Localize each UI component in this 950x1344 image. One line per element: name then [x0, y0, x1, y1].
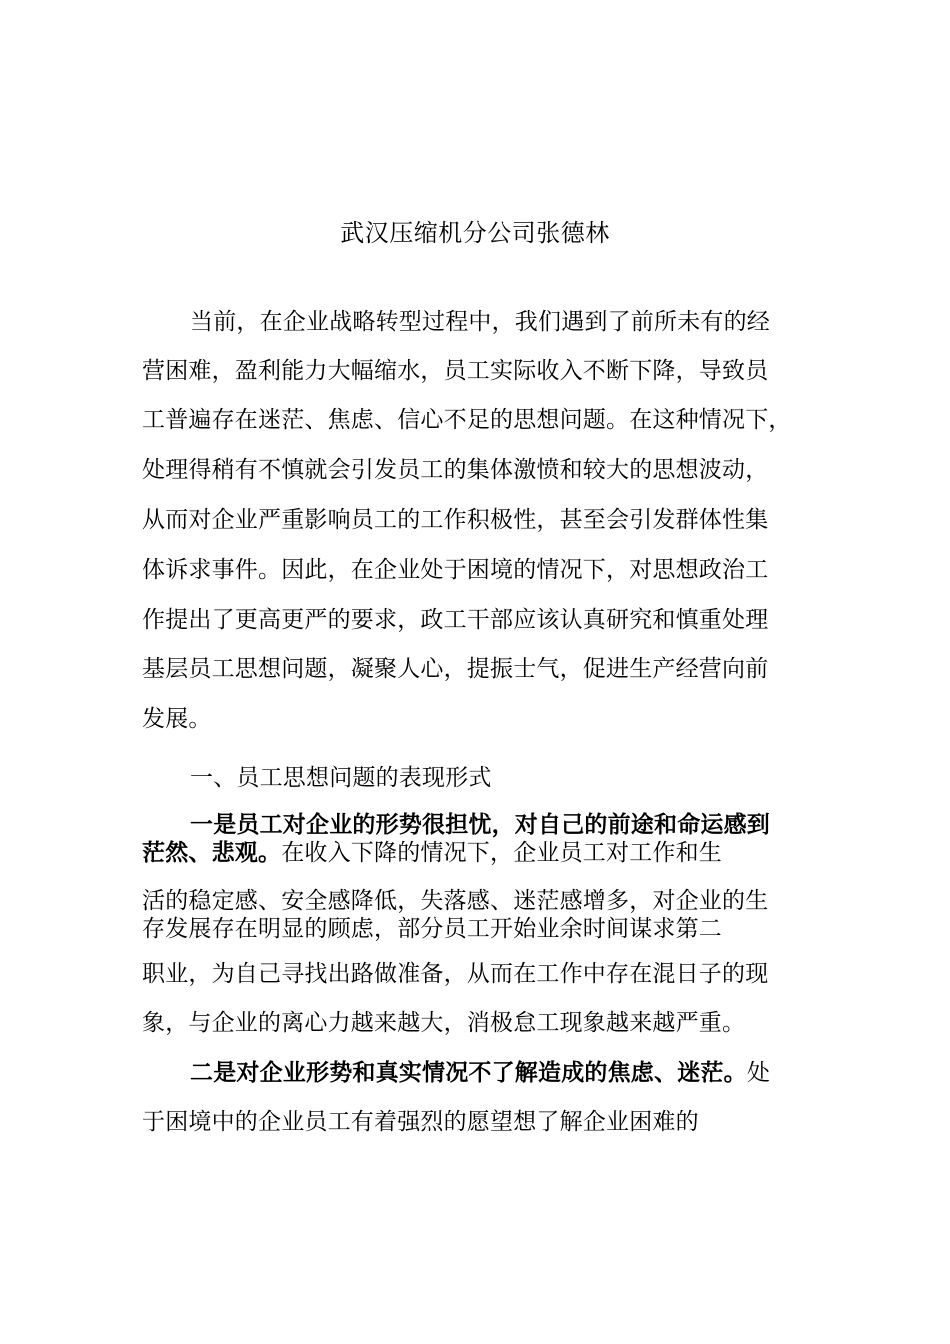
paragraph-line: 处理得稍有不慎就会引发员工的集体激愤和较大的思想波动， — [142, 457, 769, 483]
paragraph-line: 于困境中的企业员工有着强烈的愿望想了解企业困难的 — [142, 1109, 699, 1135]
point-line — [190, 1056, 770, 1090]
point-line — [142, 836, 722, 870]
section-heading: 一、员工思想问题的表现形式 — [190, 765, 492, 791]
author-line: 武汉压缩机分公司张德林 — [340, 219, 610, 247]
paragraph-line: 存发展存在明显的顾虑，部分员工开始业余时间谋求第二 — [142, 916, 722, 942]
point-heading-bold: 一是员工对企业的形势很担忧，对自己的前途和命运感到 — [190, 812, 770, 838]
paragraph-line: 体诉求事件。因此，在企业处于困境的情况下，对思想政治工 — [142, 557, 769, 583]
paragraph-line: 从而对企业严重影响员工的工作积极性，甚至会引发群体性集 — [142, 507, 769, 533]
point-text: 在收入下降的情况下，企业员工对工作和生 — [281, 840, 723, 866]
paragraph-line: 作提出了更高更严的要求，政工干部应该认真研究和慎重处理 — [142, 607, 769, 633]
paragraph-line: 基层员工思想问题，凝聚人心，提振士气，促进生产经营向前 — [142, 656, 769, 682]
point-heading-bold: 茫然、悲观。 — [142, 840, 282, 866]
paragraph-line: 发展。 — [142, 706, 212, 732]
paragraph-line: 营困难，盈利能力大幅缩水，员工实际收入不断下降，导致员 — [142, 358, 769, 384]
paragraph-line: 工普遍存在迷茫、焦虑、信心不足的思想问题。在这种情况下， — [142, 407, 792, 433]
paragraph-line: 活的稳定感、安全感降低，失落感、迷茫感增多，对企业的生 — [142, 888, 769, 914]
paragraph-line: 象，与企业的离心力越来越大，消极怠工现象越来越严重。 — [142, 1010, 746, 1036]
point-text: 处 — [746, 1060, 771, 1086]
point-heading-bold: 二是对企业形势和真实情况不了解造成的焦虑、迷茫。 — [190, 1060, 747, 1086]
paragraph-line: 职业，为自己寻找出路做准备，从而在工作中存在混日子的现 — [142, 961, 769, 987]
paragraph-line: 当前，在企业战略转型过程中，我们遇到了前所未有的经 — [190, 309, 770, 335]
